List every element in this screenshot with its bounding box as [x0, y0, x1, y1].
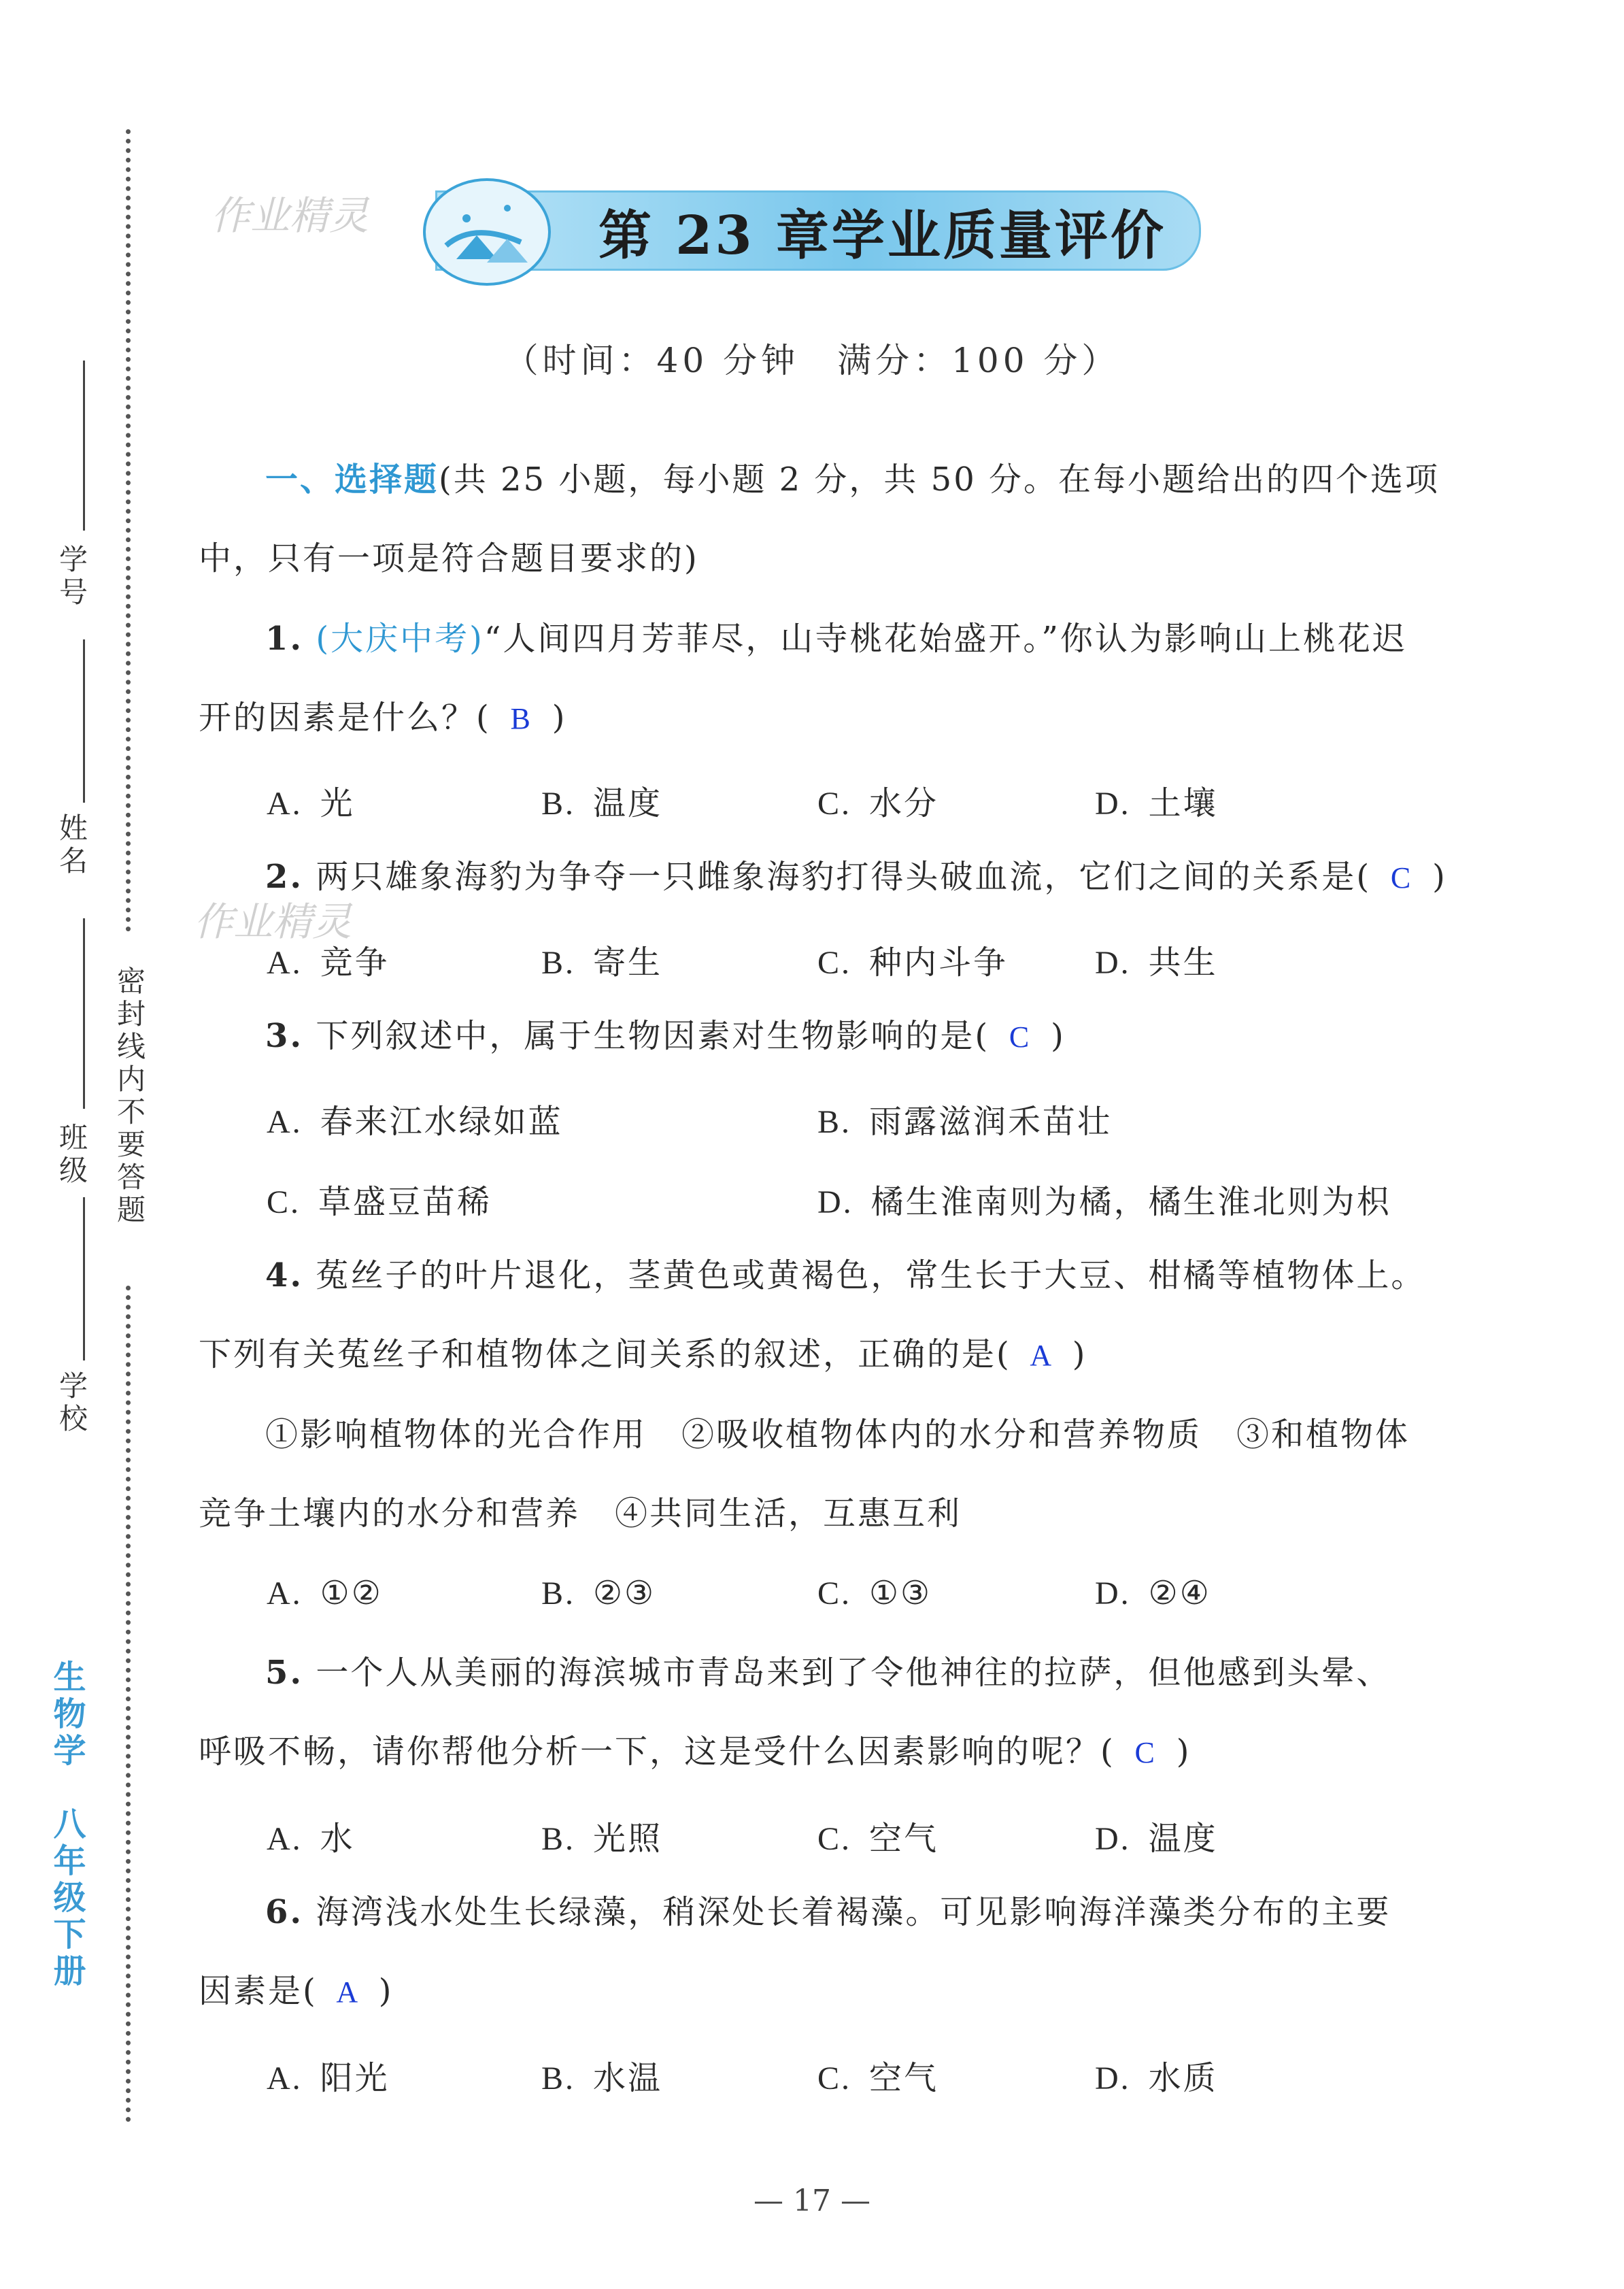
question-1-line2 [199, 698, 566, 739]
option-d[interactable]: D. 共生 [1095, 943, 1218, 982]
question-6 [265, 1892, 1391, 1932]
question-6-line2 [199, 1971, 393, 2012]
question-3 [265, 1016, 1066, 1057]
page-title: 第 23 章学业质量评价 [598, 205, 1166, 267]
question-text: ) [1072, 1335, 1087, 1373]
question-text: 两只雄象海豹为争夺一只雌象海豹打得头破血流，它们之间的关系是( [316, 858, 1372, 896]
section-heading-line [265, 460, 1440, 499]
field-class-line[interactable] [83, 918, 85, 1109]
question-2 [265, 857, 1447, 898]
option-c[interactable]: C. 种内斗争 [817, 943, 1009, 982]
option-b[interactable]: B. 雨露滋润禾苗壮 [817, 1103, 1113, 1141]
answer-mark: B [510, 702, 532, 735]
question-text: 呼吸不畅，请你帮他分析一下，这是受什么因素影响的呢？( [199, 1733, 1115, 1771]
question-source: (大庆中考) [316, 620, 484, 658]
option-b[interactable]: B. ②③ [541, 1574, 656, 1612]
banner-emblem-icon [423, 178, 551, 286]
question-4-line2 [199, 1335, 1087, 1375]
exam-info: （时间：40 分钟 满分：100 分） [504, 341, 1120, 380]
question-5 [265, 1653, 1391, 1692]
question-text: 一个人从美丽的海滨城市青岛来到了令他神往的拉萨，但他感到头晕、 [316, 1654, 1391, 1692]
option-a[interactable]: A. 光 [267, 784, 355, 822]
option-c[interactable]: C. 水分 [817, 784, 939, 822]
answer-mark: C [1009, 1020, 1032, 1054]
question-text: 因素是( [199, 1972, 318, 2010]
option-c[interactable]: C. 空气 [817, 1820, 939, 1858]
question-5-line2 [199, 1732, 1191, 1773]
question-number: 3. [265, 1017, 304, 1055]
option-d[interactable]: D. ②④ [1095, 1574, 1211, 1612]
question-4-statements-1: ①影响植物体的光合作用 ②吸收植物体内的水分和营养物质 ③和植物体 [265, 1416, 1410, 1454]
question-number: 6. [265, 1893, 304, 1931]
option-c[interactable]: C. 空气 [817, 2059, 939, 2097]
option-d[interactable]: D. 橘生淮南则为橘，橘生淮北则为枳 [817, 1183, 1391, 1221]
option-a[interactable]: A. 水 [267, 1820, 355, 1858]
question-text: ) [1432, 858, 1447, 896]
option-b[interactable]: B. 温度 [541, 784, 663, 822]
question-text: 下列有关菟丝子和植物体之间关系的叙述，正确的是( [199, 1335, 1011, 1373]
field-name-label: 姓名 [55, 813, 88, 878]
option-d[interactable]: D. 土壤 [1095, 784, 1218, 822]
book-label: 生物学 八年级下册 [48, 1660, 86, 1990]
option-d[interactable]: D. 温度 [1095, 1820, 1218, 1858]
question-number: 4. [265, 1256, 304, 1294]
seal-dotted-line-top [126, 129, 131, 932]
option-a[interactable]: A. 春来江水绿如蓝 [267, 1103, 563, 1141]
answer-mark: A [1030, 1339, 1054, 1372]
field-student-id-line[interactable] [83, 361, 85, 531]
answer-mark: C [1390, 861, 1413, 895]
option-c[interactable]: C. 草盛豆苗稀 [267, 1183, 492, 1221]
option-a[interactable]: A. 阳光 [267, 2059, 390, 2097]
question-text: ) [1176, 1733, 1191, 1771]
section-heading: 一、选择题 [265, 461, 439, 499]
answer-mark: A [336, 1975, 360, 2009]
question-number: 2. [265, 858, 304, 896]
field-class-label: 班级 [55, 1122, 88, 1188]
option-d[interactable]: D. 水质 [1095, 2059, 1218, 2097]
question-4-statements-2: 竞争土壤内的水分和营养 ④共同生活，互惠互利 [199, 1494, 962, 1533]
option-b[interactable]: B. 光照 [541, 1820, 663, 1858]
field-student-id-label: 学号 [55, 544, 88, 609]
question-text: ) [1051, 1017, 1066, 1055]
question-text: 下列叙述中，属于生物因素对生物影响的是( [316, 1017, 990, 1055]
question-text: 菟丝子的叶片退化，茎黄色或黄褐色，常生长于大豆、柑橘等植物体上。 [316, 1256, 1426, 1294]
seal-text: 密封线内不要答题 [113, 966, 146, 1227]
watermark-mid: 作业精灵 [194, 899, 352, 945]
question-1 [265, 619, 1407, 658]
option-a[interactable]: A. ①② [267, 1574, 383, 1612]
question-text: ) [378, 1972, 394, 2010]
option-a[interactable]: A. 竞争 [267, 943, 390, 982]
option-b[interactable]: B. 水温 [541, 2059, 663, 2097]
question-text: “人间四月芳菲尽，山寺桃花始盛开。”你认为影响山上桃花迟 [484, 620, 1407, 658]
seal-dotted-line-bottom [126, 1286, 131, 2122]
section-desc-1: (共 25 小题，每小题 2 分，共 50 分。在每小题给出的四个选项 [439, 461, 1440, 499]
question-4 [265, 1256, 1425, 1295]
field-school-line[interactable] [83, 1197, 85, 1360]
question-text: 开的因素是什么？( [199, 699, 491, 737]
option-c[interactable]: C. ①③ [817, 1574, 932, 1612]
page-number: — 17 — [754, 2184, 870, 2218]
section-desc-line2: 中，只有一项是符合题目要求的) [199, 539, 699, 578]
question-text: 海湾浅水处生长绿藻，稍深处长着褐藻。可见影响海洋藻类分布的主要 [316, 1893, 1391, 1931]
question-number: 1. [265, 620, 304, 658]
question-text: ) [552, 699, 567, 737]
watermark-top: 作业精灵 [211, 193, 369, 239]
question-number: 5. [265, 1654, 304, 1692]
field-school-label: 学校 [55, 1371, 88, 1436]
option-b[interactable]: B. 寄生 [541, 943, 663, 982]
field-name-line[interactable] [83, 639, 85, 803]
answer-mark: C [1134, 1736, 1157, 1769]
